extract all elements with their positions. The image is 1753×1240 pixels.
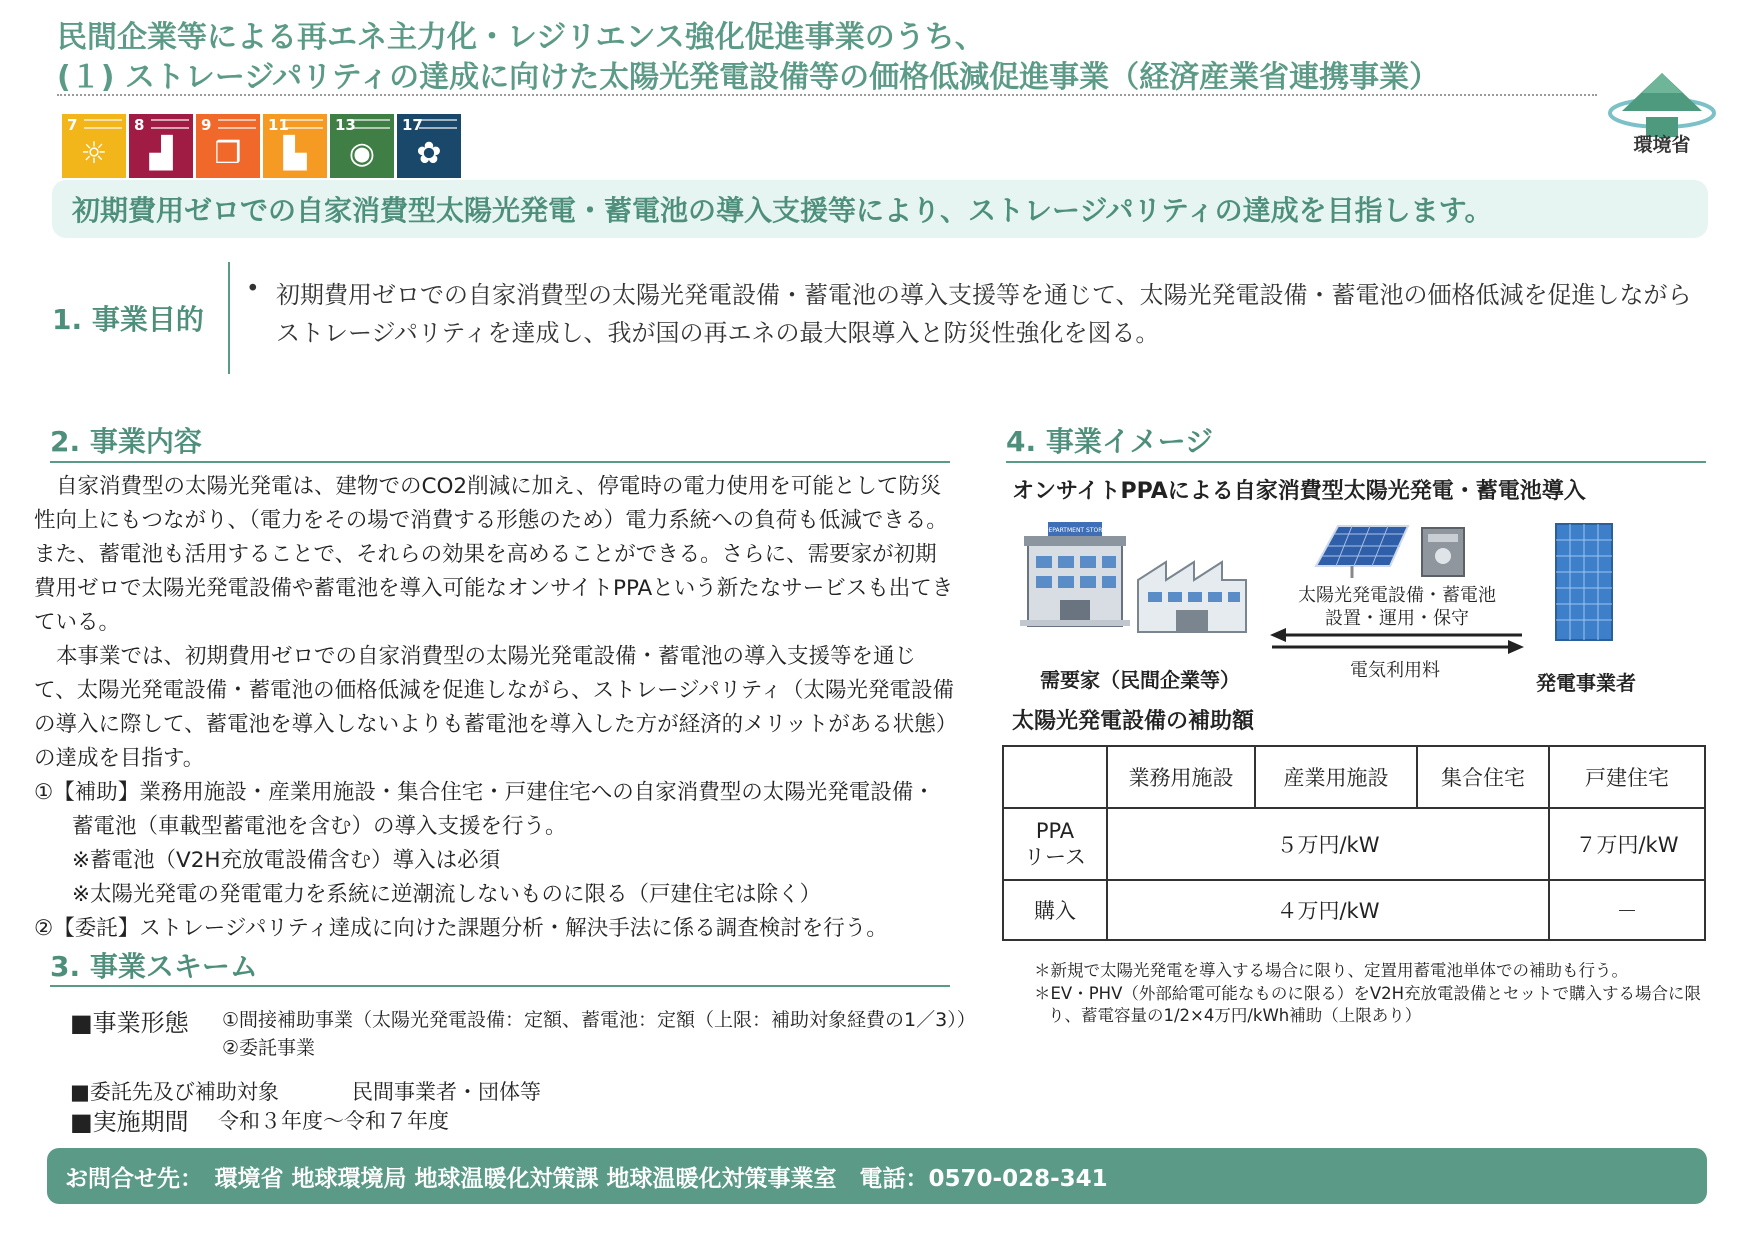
sdg-8-icon: 8 ▟ — [129, 114, 193, 178]
section-2-note-1: ※蓄電池（V2H充放電設備含む）導入は必須 — [72, 848, 501, 873]
section-1-text: 初期費用ゼロでの自家消費型の太陽光発電設備・蓄電池の導入支援等を通じて、太陽光発電設備・蓄電池の価格低減を促進しながらストレージパリティを達成し、我が国の再エネの最大限導入と防災性強化を図る。 — [276, 281, 1692, 347]
section-2-paragraph-1: 自家消費型の太陽光発電は、建物でのCO2削減に加え、停電時の電力使用を可能として防災性向上にもつながり、（電力をその場で消費する形態のため）電力系統への負荷も低減できる。また、蓄電池も活用することで、それらの効果を高めることができる。さらに、需要家が初期費用ゼロで太陽光発電設備や蓄電池を導入可能なオンサイトPPAという新たなサービスも出てきている。 — [34, 474, 954, 635]
title-line-1: 民間企業等による再エネ主力化・レジリエンス強化促進事業のうち、 — [57, 20, 985, 55]
sdg-9-icon: 9 ❒ — [196, 114, 260, 178]
equipment-service-label: 太陽光発電設備・蓄電池 設置・運用・保守 — [1298, 585, 1496, 629]
summary-banner — [52, 180, 1708, 238]
scheme-form-label: ■事業形態 — [70, 1009, 189, 1037]
sdg-7-icon: 7 ☼ — [62, 114, 126, 178]
purchase-house-value: － — [1549, 880, 1705, 940]
table-header-apartment: 集合住宅 — [1417, 746, 1549, 808]
table-header-row — [1003, 746, 1705, 808]
section-1-divider — [228, 262, 230, 374]
section-3-heading: 3. 事業スキーム — [50, 950, 258, 983]
section-2-note-2: ※太陽光発電の発電電力を系統に逆潮流しないものに限る（戸建住宅は除く） — [72, 882, 822, 907]
factory-icon — [1136, 550, 1248, 634]
arrow-two-way-icon — [1270, 628, 1524, 654]
section-3-rule — [50, 985, 950, 987]
scheme-form-2: ②委託事業 — [222, 1037, 316, 1059]
title-divider — [57, 94, 1597, 96]
section-2-rule — [50, 461, 950, 463]
section-2-item-2: ②【委託】ストレージパリティ達成に向けた課題分析・解決手法に係る調査検討を行う。 — [34, 916, 888, 941]
table-header-house: 戸建住宅 — [1549, 746, 1705, 808]
title-line-2: (１) ストレージパリティの達成に向けた太陽光発電設備等の価格低減促進事業（経済産業省連携事業） — [57, 60, 1440, 95]
purchase-value: ４万円/kW — [1107, 880, 1549, 940]
store-sign-text: DEPARTMENT STORE — [1043, 527, 1107, 534]
scheme-period-label: ■実施期間 — [70, 1108, 189, 1136]
ministry-logo-text: 環境省 — [1633, 134, 1691, 156]
footnote-2: ＊EV・PHV（外部給電可能なものに限る）をV2H充放電設備とセットで購入する場合に限り、蓄電容量の1/2×4万円/kWh補助（上限あり） — [1034, 984, 1702, 1025]
section-2-paragraph-2: 本事業では、初期費用ゼロでの自家消費型の太陽光発電設備・蓄電池の導入支援等を通じて、太陽光発電設備・蓄電池の価格低減を促進しながら、ストレージパリティ（太陽光発電設備の導入に際して、蓄電池を導入しないよりも蓄電池を導入した方が経済的メリットがある状態）の達成を目指す。 — [34, 644, 954, 771]
page-title — [57, 18, 1617, 98]
solar-panel-battery-icon — [1312, 520, 1472, 580]
subsidy-table — [1002, 745, 1706, 941]
office-building-icon — [1552, 520, 1616, 644]
section-2-heading: 2. 事業内容 — [50, 425, 202, 458]
consumer-label: 需要家（民間企業等） — [1040, 668, 1240, 692]
ppa-lease-value: ５万円/kW — [1107, 808, 1549, 880]
table-row — [1003, 808, 1705, 880]
power-producer-label: 発電事業者 — [1536, 671, 1636, 695]
ppa-lease-house-value: ７万円/kW — [1549, 808, 1705, 880]
scheme-form-1: ①間接補助事業（太陽光発電設備：定額、蓄電池：定額（上限：補助対象経費の1／3）） — [222, 1009, 976, 1031]
row-label-purchase: 購入 — [1003, 880, 1107, 940]
department-store-icon — [1020, 520, 1130, 630]
table-header-business: 業務用施設 — [1107, 746, 1255, 808]
scheme-period-value: 令和３年度～令和７年度 — [218, 1109, 449, 1133]
contact-bar — [47, 1148, 1707, 1204]
row-label-ppa-lease: PPA リース — [1003, 808, 1107, 880]
table-header-industrial: 産業用施設 — [1255, 746, 1417, 808]
bullet-icon: • — [246, 276, 260, 302]
footnote-1: ＊新規で太陽光発電を導入する場合に限り、定置用蓄電池単体での補助も行う。 — [1034, 961, 1628, 980]
section-4-rule — [1006, 461, 1706, 463]
table-row — [1003, 880, 1705, 940]
scheme-target-value: 民間事業者・団体等 — [352, 1080, 541, 1104]
section-2-item-1: ①【補助】業務用施設・産業用施設・集合住宅・戸建住宅への自家消費型の太陽光発電設備・蓄電池（車載型蓄電池を含む）の導入支援を行う。 — [34, 780, 935, 839]
scheme-target-label: ■委託先及び補助対象 — [70, 1080, 279, 1104]
summary-banner-text: 初期費用ゼロでの自家消費型太陽光発電・蓄電池の導入支援等により、ストレージパリティの達成を目指します。 — [72, 194, 1493, 227]
sdg-17-icon: 17 ✿ — [397, 114, 461, 178]
section-2-body — [34, 470, 954, 946]
electricity-fee-label: 電気利用料 — [1350, 660, 1440, 681]
contact-text: お問合せ先： 環境省 地球環境局 地球温暖化対策課 地球温暖化対策事業室 電話：0570-028-341 — [65, 1166, 1108, 1192]
section-4-heading: 4. 事業イメージ — [1006, 425, 1214, 458]
section-1-heading: 1. 事業目的 — [52, 303, 204, 336]
subsidy-table-title: 太陽光発電設備の補助額 — [1012, 709, 1255, 734]
image-title: オンサイトPPAによる自家消費型太陽光発電・蓄電池導入 — [1012, 479, 1586, 504]
sdgs-icons — [62, 114, 461, 178]
table-header-empty — [1003, 746, 1107, 808]
sdg-11-icon: 11 ▙ — [263, 114, 327, 178]
sdg-13-icon: 13 ◉ — [330, 114, 394, 178]
